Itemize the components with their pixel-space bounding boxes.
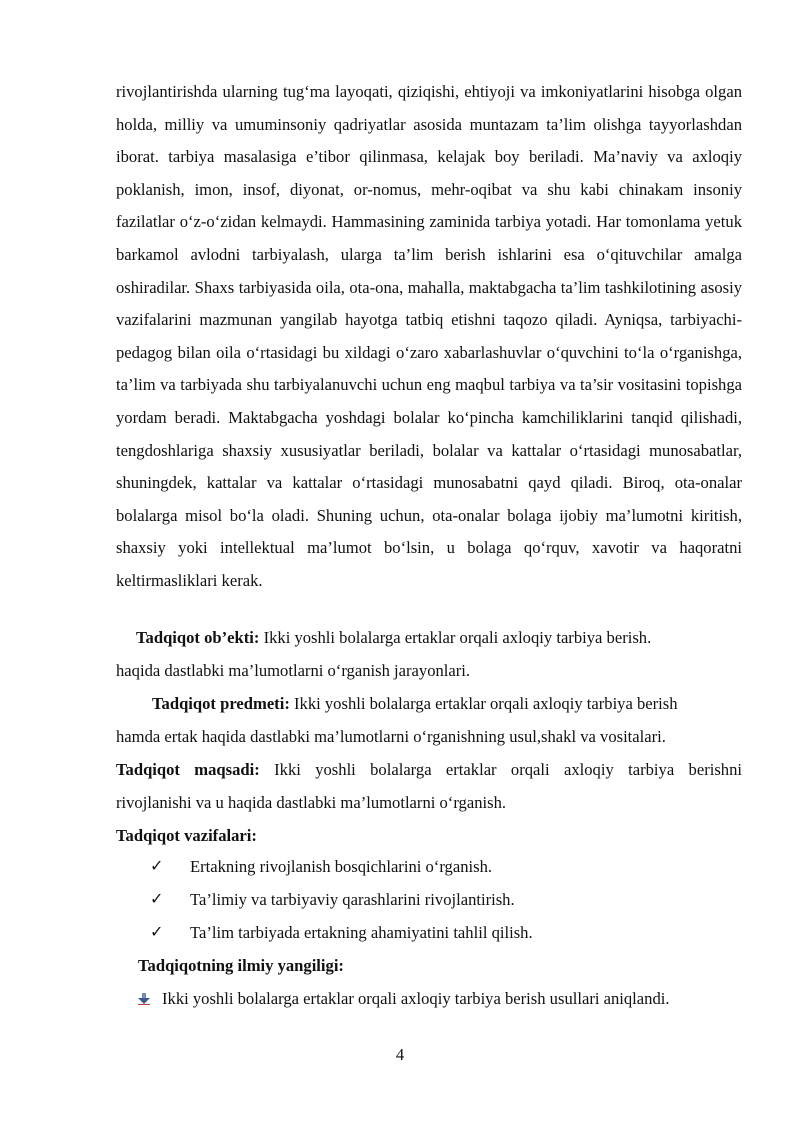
research-subject-text: Ikki yoshli bolalarga ertaklar orqali axloqiy tarbiya berish bbox=[289, 694, 678, 713]
research-object-line bbox=[136, 628, 651, 648]
body-paragraph: rivojlantirishda ularning tug‘ma layoqati, qiziqishi, ehtiyoji va imkoniyatlarini hisobga olgan holda, milliy va umuminsoniy qadriyatlar asosida muntazam ta’lim olishga tayyorlashdan iborat. tarbiya masalasiga e’tibor qilinmasa, kelajak boy beriladi. Ma’naviy va axloqiy poklanish, imon, insof, diyonat, or-nomus, mehr-oqibat va shu kabi chinakam insoniy fazilatlar o‘z-o‘zidan kelmaydi. Hammasining zaminida tarbiya yotadi. Har tomonlama yetuk barkamol avlodni tarbiyalash, ularga ta’lim berish ishlarini esa o‘qituvchilar amalga oshiradilar. Shaxs tarbiyasida oila, ota-ona, mahalla, maktabgacha ta’lim tashkilotining asosiy vazifalarini mazmunan yangilab hayotga tatbiq etishni taqozo qiladi. Ayniqsa, tarbiyachi-pedagog bilan oila o‘rtasidagi bu xildagi o‘zaro xabarlashuvlar o‘quvchini to‘la o‘rganishga, ta’lim va tarbiyada shu tarbiyalanuvchi uchun eng maqbul tarbiya va ta’sir vositasini topishga yordam beradi. Maktabgacha yoshdagi bolalar ko‘pincha kamchiliklarini tanqid qilishadi, tengdoshlariga shaxsiy xususiyatlar beriladi, bolalar va kattalar o‘rtasidagi munosabatlar, shuningdek, kattalar va kattalar o‘rtasidagi munosabatni qayd qiladi. Biroq, ota-onalar bolalarga misol bo‘la oladi. Shuning uchun, ota-onalar bolaga ijobiy ma’lumotni kiritish, shaxsiy yoki intellektual ma’lumot bo‘lsin, u bolaga qo‘rquv, xavotir va haqoratni keltirmasliklari kerak. bbox=[116, 82, 742, 590]
check-icon: ✓ bbox=[150, 856, 164, 875]
task-item-2: Ta’limiy va tarbiyaviy qarashlarini rivojlantirish. bbox=[190, 890, 515, 909]
research-subject-text-cont: hamda ertak haqida dastlabki ma’lumotlarni o‘rganishning usul,shakl va vositalari. bbox=[116, 727, 666, 746]
check-icon: ✓ bbox=[150, 889, 164, 908]
research-subject-label: Tadqiqot predmeti: bbox=[152, 694, 290, 713]
page-number: 4 bbox=[395, 1045, 405, 1064]
check-icon: ✓ bbox=[150, 922, 164, 941]
research-object-text-cont: haqida dastlabki ma’lumotlarni o‘rganish jarayonlari. bbox=[116, 661, 471, 680]
research-goal-text-cont: rivojlanishi va u haqida dastlabki ma’lumotlarni o‘rganish. bbox=[116, 793, 507, 812]
research-goal-label: Tadqiqot maqsadi: bbox=[116, 760, 260, 779]
research-object-label: Tadqiqot ob’ekti: bbox=[136, 628, 260, 647]
research-tasks-heading: Tadqiqot vazifalari: bbox=[116, 826, 257, 845]
down-arrow-bullet-icon bbox=[138, 993, 150, 1005]
research-subject-line bbox=[152, 694, 678, 714]
research-goal-line bbox=[116, 760, 742, 780]
task-item-3: Ta’lim tarbiyada ertakning ahamiyatini tahlil qilish. bbox=[190, 923, 533, 942]
research-goal-text: Ikki yoshli bolalarga ertaklar orqali axloqiy tarbiya berishni bbox=[259, 760, 742, 779]
scientific-novelty-item: Ikki yoshli bolalarga ertaklar orqali axloqiy tarbiya berish usullari aniqlandi. bbox=[162, 989, 670, 1008]
scientific-novelty-heading: Tadqiqotning ilmiy yangiligi: bbox=[138, 956, 344, 975]
task-item-1: Ertakning rivojlanish bosqichlarini o‘rganish. bbox=[190, 857, 493, 876]
research-object-text: Ikki yoshli bolalarga ertaklar orqali axloqiy tarbiya berish. bbox=[259, 628, 652, 647]
